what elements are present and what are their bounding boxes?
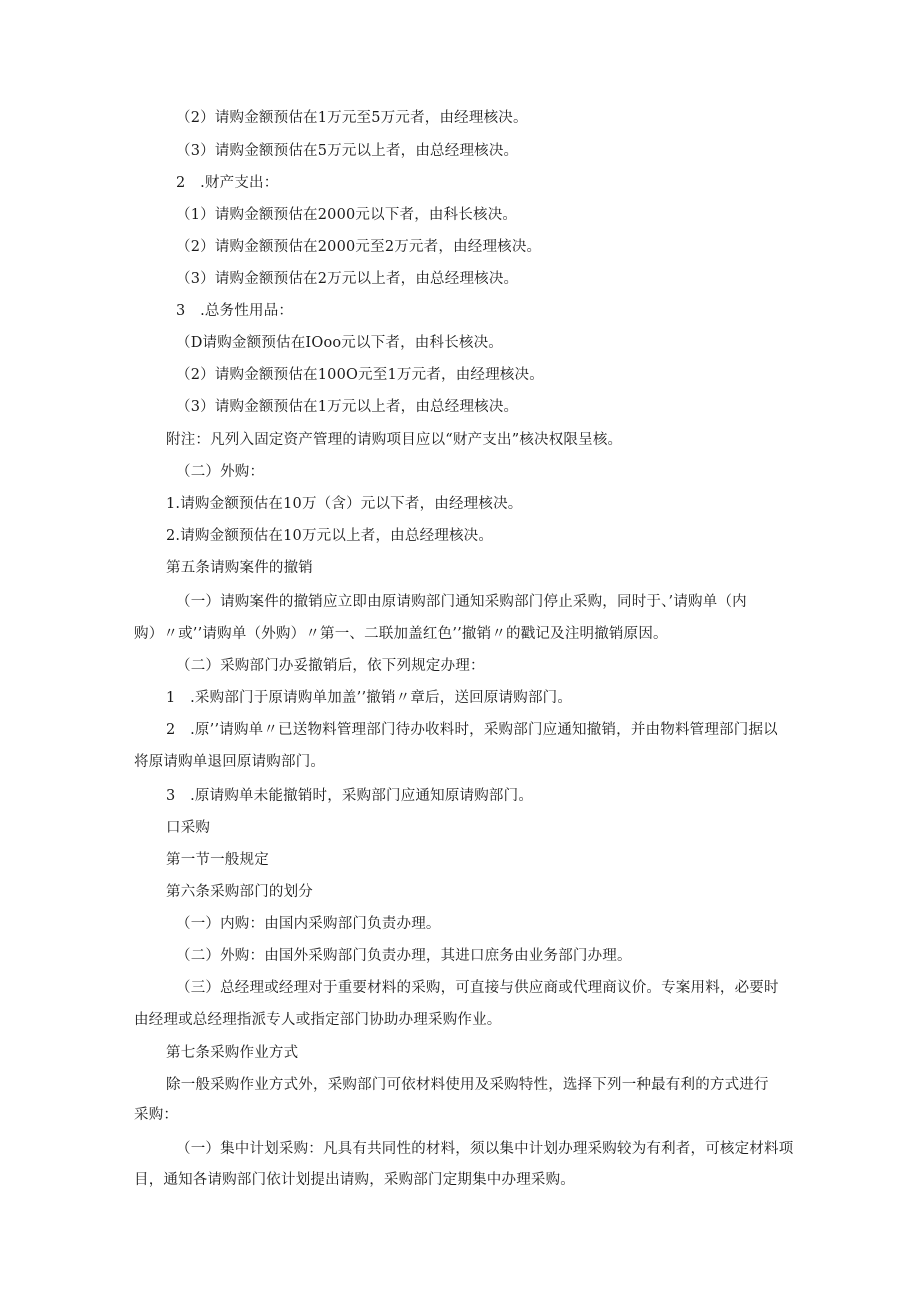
chapter-heading: 口采购 — [166, 820, 211, 836]
text-line: 1.请购金额预估在10万（含）元以下者，由经理核决。 — [166, 496, 523, 512]
text-line: （2）请购金额预估在100O元至1万元者，由经理核决。 — [176, 367, 544, 383]
section-heading: 第一节一般规定 — [166, 852, 269, 868]
text-line: 除一般采购作业方式外，采购部门可依材料使用及采购特性，选择下列一种最有利的方式进行 — [166, 1077, 769, 1093]
text-line: （三）总经理或经理对于重要材料的采购，可直接与供应商或代理商议价。专案用料，必要时 — [176, 980, 779, 996]
text-line: （一）请购案件的撤销应立即由原请购部门通知采购部门停止采购，同时于、’请购单（内 — [176, 594, 747, 610]
text-line: 2 .原’’请购单〃已送物料管理部门待办收料时，采购部门应通知撤销，并由物料管理部门据以 — [166, 722, 778, 738]
text-line: （2）请购金额预估在1万元至5万元者，由经理核决。 — [176, 110, 528, 126]
text-line: 购）〃或’’请购单（外购）〃第一、二联加盖红色’’撤销〃的戳记及注明撤销原因。 — [134, 626, 668, 642]
text-line: （3）请购金额预估在5万元以上者，由总经理核决。 — [176, 143, 519, 159]
text-line: 目，通知各请购部门依计划提出请购，采购部门定期集中办理采购。 — [134, 1172, 575, 1188]
text-line: 3 .原请购单未能撤销时，采购部门应通知原请购部门。 — [166, 788, 534, 804]
text-line: 采购： — [134, 1107, 179, 1123]
text-line: （3）请购金额预估在2万元以上者，由总经理核决。 — [176, 271, 519, 287]
article-heading: 第六条采购部门的划分 — [166, 884, 313, 900]
text-line: 1 .采购部门于原请购单加盖’’撤销〃章后，送回原请购部门。 — [166, 690, 573, 706]
text-line: （1）请购金额预估在2000元以下者，由科长核决。 — [176, 207, 518, 223]
text-line: 2 .财产支出： — [176, 175, 279, 191]
text-line: （3）请购金额预估在1万元以上者，由总经理核决。 — [176, 399, 519, 415]
text-line: 3 .总务性用品： — [176, 303, 294, 319]
text-line: （D请购金额预估在IOoo元以下者，由科长核决。 — [176, 335, 503, 351]
text-line: （一）内购：由国内采购部门负责办理。 — [176, 916, 441, 932]
note-line: 附注：凡列入固定资产管理的请购项目应以“财产支出”核决权限呈核。 — [166, 432, 623, 448]
text-line: （二）采购部门办妥撤销后，依下列规定办理： — [176, 658, 485, 674]
section-heading: （二）外购： — [176, 464, 265, 480]
text-line: （一）集中计划采购：凡具有共同性的材料，须以集中计划办理采购较为有利者，可核定材料项 — [176, 1141, 794, 1157]
article-heading: 第七条采购作业方式 — [166, 1045, 299, 1061]
text-line: 由经理或总经理指派专人或指定部门协助办理采购作业。 — [134, 1012, 502, 1028]
text-line: （二）外购：由国外采购部门负责办理，其进口庶务由业务部门办理。 — [176, 948, 632, 964]
text-line: 2.请购金额预估在10万元以上者，由总经理核决。 — [166, 528, 494, 544]
text-line: （2）请购金额预估在2000元至2万元者，由经理核决。 — [176, 239, 542, 255]
text-line: 将原请购单退回原请购部门。 — [134, 754, 326, 770]
article-heading: 第五条请购案件的撤销 — [166, 560, 313, 576]
